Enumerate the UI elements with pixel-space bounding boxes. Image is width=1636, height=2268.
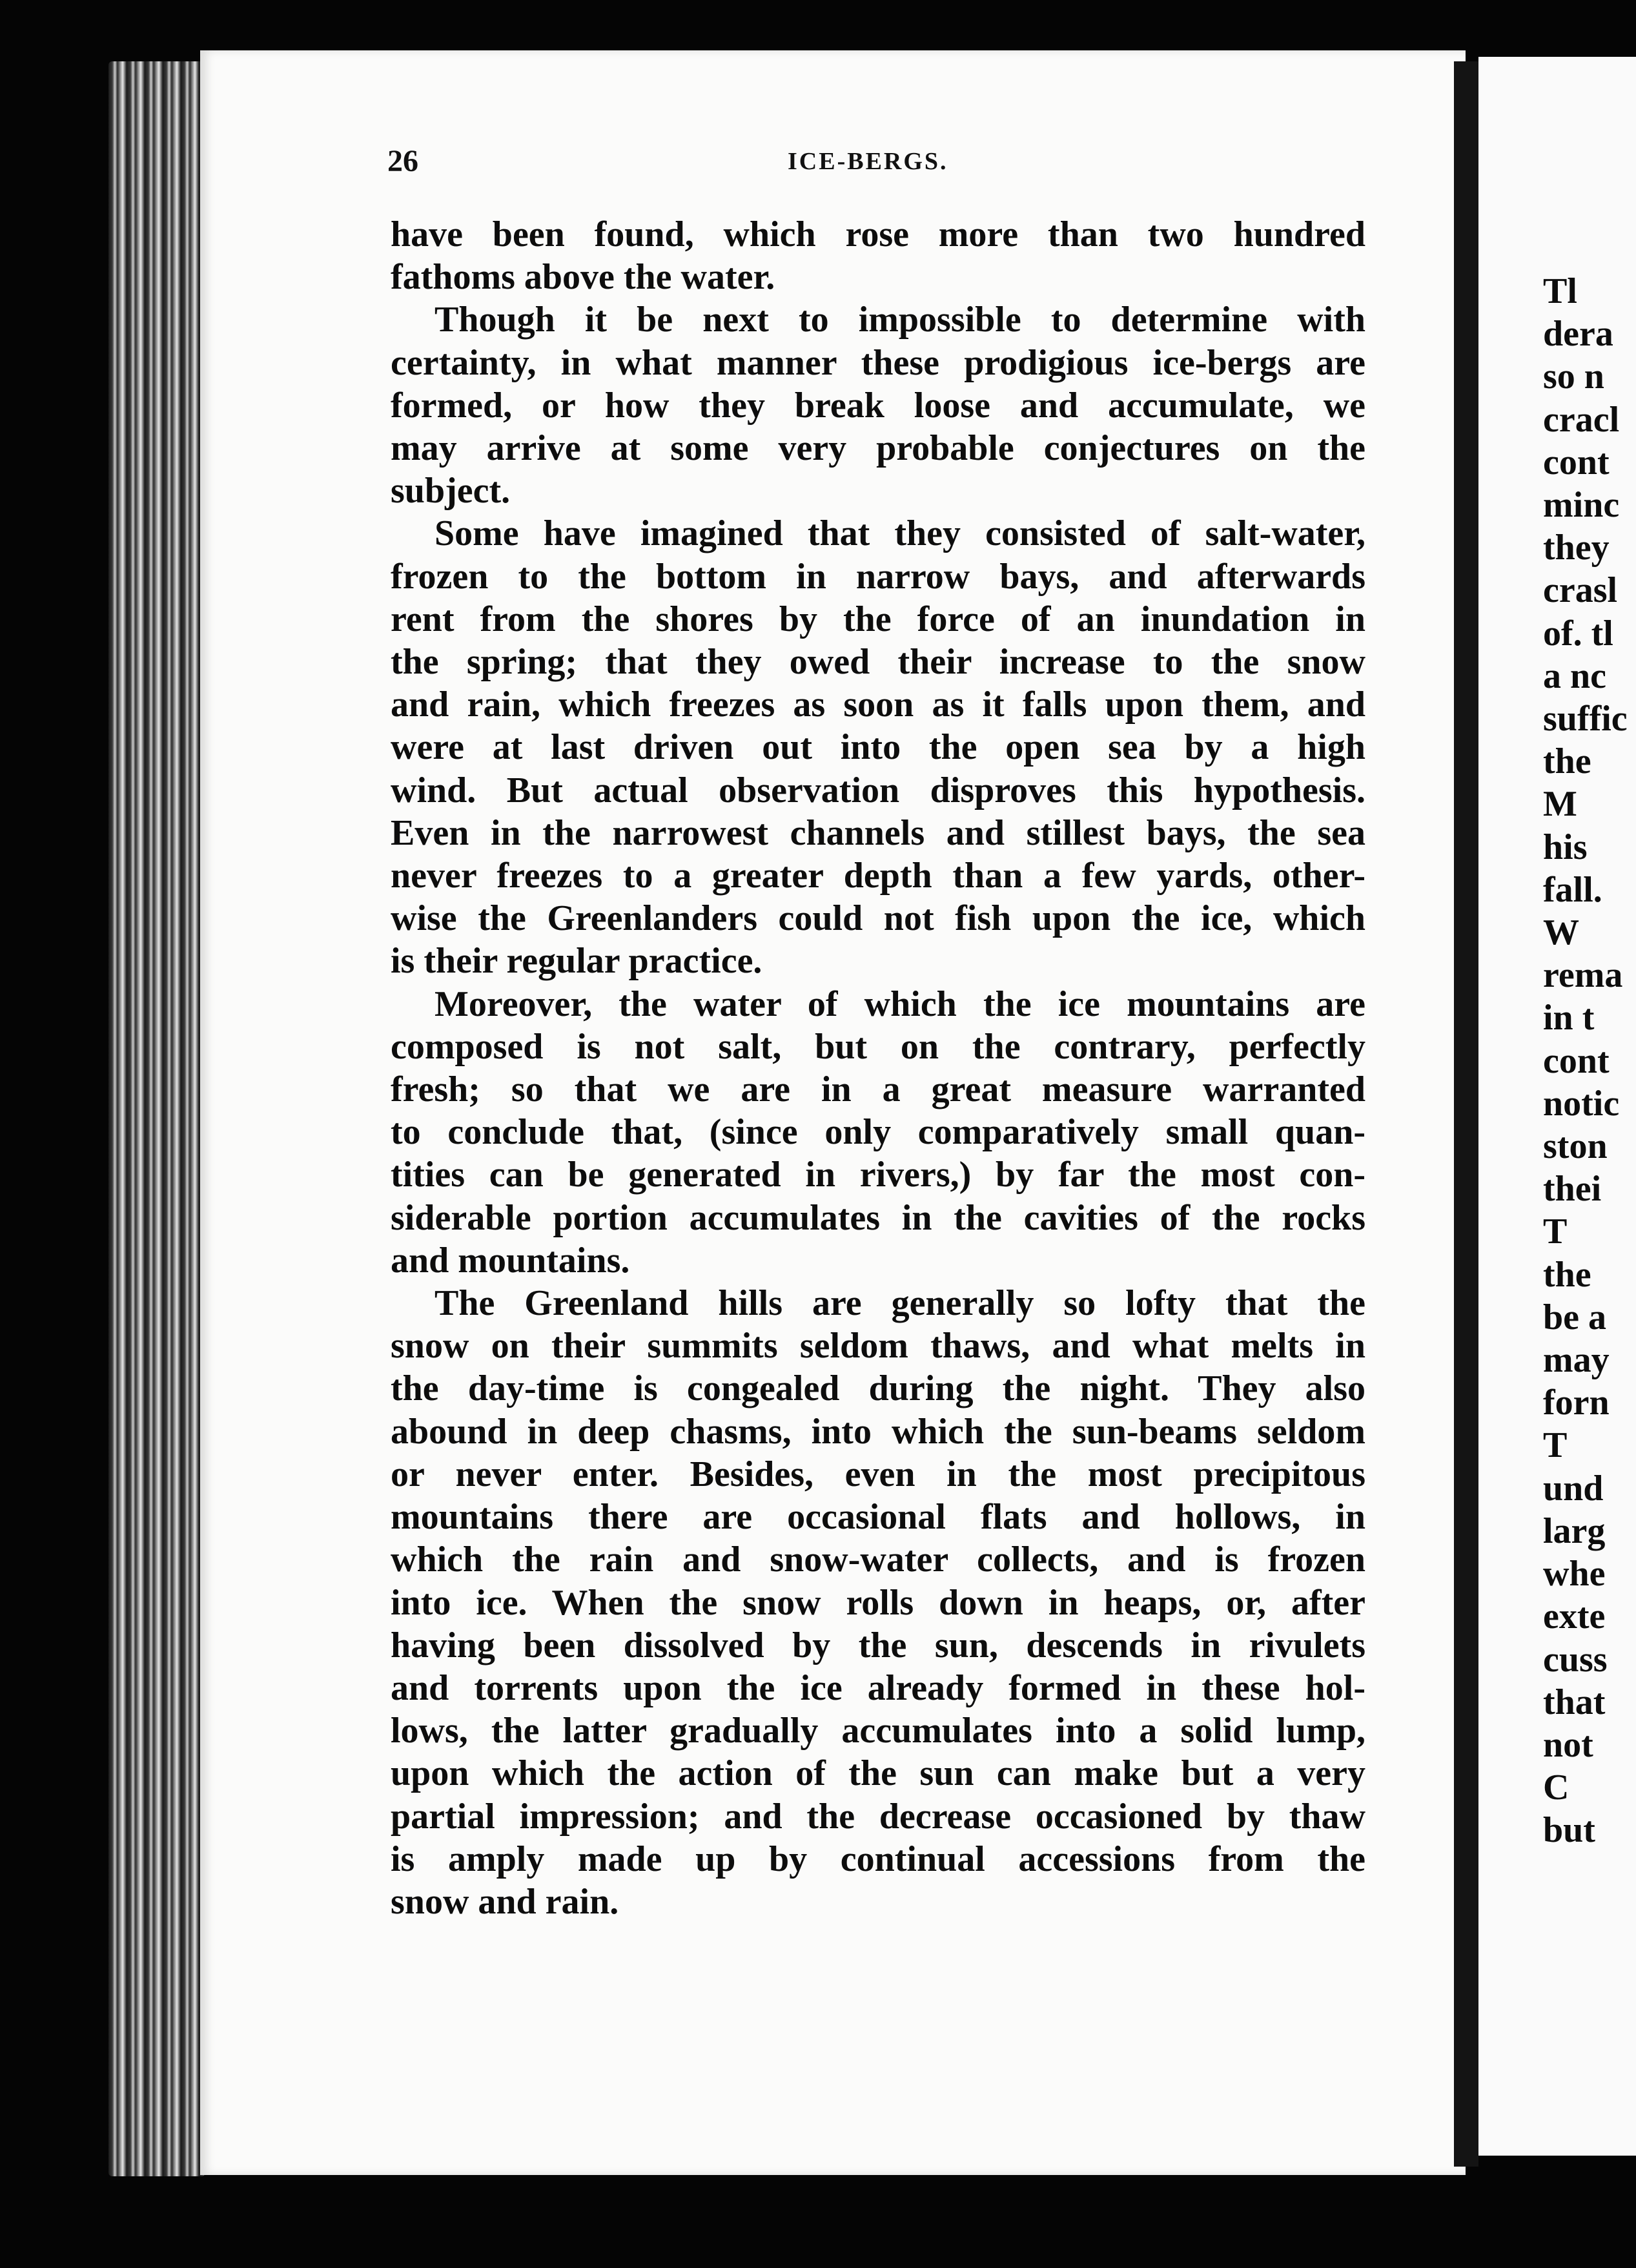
next-page-fragment: rema	[1543, 955, 1623, 996]
next-page-fragment: a nc	[1543, 655, 1606, 696]
text-line: wise the Greenlanders could not fish upon the ice, which	[391, 898, 1365, 939]
paragraph	[391, 213, 1365, 298]
next-page-fragment: but	[1543, 1810, 1595, 1851]
text-line: Though it be next to impossible to determine with	[435, 300, 1365, 340]
running-head: ICE-BERGS.	[788, 148, 948, 175]
next-page-fragment: notic	[1543, 1083, 1620, 1124]
next-page-fragment: they	[1543, 528, 1610, 568]
page-gutter	[1454, 61, 1478, 2167]
next-page-text	[1543, 270, 1628, 1852]
paragraph	[391, 983, 1365, 1282]
paragraph	[391, 298, 1365, 512]
text-line: certainty, in what manner these prodigious ice-bergs are	[391, 342, 1365, 383]
next-page-fragment: forn	[1543, 1383, 1610, 1423]
next-page-fragment: C	[1543, 1768, 1570, 1808]
next-page-fragment: cuss	[1543, 1639, 1608, 1680]
body-text	[391, 213, 1365, 1923]
next-page-fragment: thei	[1543, 1169, 1602, 1210]
text-line: which the rain and snow-water collects, and is frozen	[391, 1540, 1365, 1580]
page-header	[387, 137, 1369, 195]
next-page-fragment: fall.	[1543, 869, 1602, 910]
text-line: frozen to the bottom in narrow bays, and afterwards	[391, 556, 1365, 597]
page-number: 26	[387, 144, 418, 178]
text-line: fresh; so that we are in a great measure warranted	[391, 1069, 1365, 1110]
next-page-fragment: T	[1543, 1425, 1568, 1466]
text-line: Some have imagined that they consisted of salt-water,	[435, 513, 1365, 554]
next-page-fragment: M	[1543, 784, 1577, 825]
book-edge	[108, 61, 205, 2176]
next-page-edge	[1478, 57, 1636, 2156]
text-line: tities can be generated in rivers,) by far the most con-	[391, 1155, 1365, 1195]
next-page-fragment: of. tl	[1543, 613, 1613, 654]
text-line: the spring; that they owed their increase to the snow	[391, 642, 1365, 683]
next-page-fragment: that	[1543, 1682, 1606, 1722]
text-line: may arrive at some very probable conjectures on the	[391, 428, 1365, 469]
text-line: Even in the narrowest channels and stillest bays, the sea	[391, 812, 1365, 853]
text-line: into ice. When the snow rolls down in heaps, or, after	[391, 1582, 1365, 1623]
text-line: is their regular practice.	[391, 941, 762, 982]
text-line: formed, or how they break loose and accumulate, we	[391, 385, 1365, 426]
text-line: the day-time is congealed during the night. They also	[391, 1368, 1365, 1409]
text-line: have been found, which rose more than two hundred	[391, 214, 1365, 254]
next-page-fragment: cont	[1543, 1040, 1610, 1081]
next-page-fragment: the	[1543, 741, 1591, 782]
text-line: composed is not salt, but on the contrary, perfectly	[391, 1026, 1365, 1067]
next-page-fragment: be a	[1543, 1297, 1606, 1337]
text-line: and torrents upon the ice already formed in these hol-	[391, 1667, 1365, 1708]
next-page-fragment: exte	[1543, 1596, 1606, 1637]
next-page-fragment: W	[1543, 912, 1579, 953]
text-line: and rain, which freezes as soon as it falls upon them, and	[391, 685, 1365, 725]
next-page-fragment: whe	[1543, 1554, 1606, 1594]
next-page-fragment: larg	[1543, 1510, 1606, 1551]
paragraph	[391, 512, 1365, 982]
text-line: were at last driven out into the open sea by a high	[391, 727, 1365, 768]
next-page-fragment: the	[1543, 1254, 1591, 1295]
text-line: siderable portion accumulates in the cavities of the rocks	[391, 1197, 1365, 1238]
text-line: partial impression; and the decrease occasioned by thaw	[391, 1796, 1365, 1837]
text-line: lows, the latter gradually accumulates into a solid lump,	[391, 1711, 1365, 1751]
text-line: or never enter. Besides, even in the most precipitous	[391, 1454, 1365, 1494]
text-line: The Greenland hills are generally so lofty that the	[435, 1283, 1365, 1324]
text-line: snow and rain.	[391, 1881, 619, 1922]
text-line: abound in deep chasms, into which the sun-beams seldom	[391, 1411, 1365, 1452]
next-page-fragment: dera	[1543, 314, 1613, 355]
next-page-fragment: Tl	[1543, 271, 1577, 311]
text-line: mountains there are occasional flats and hollows, in	[391, 1497, 1365, 1538]
text-line: fathoms above the water.	[391, 257, 775, 298]
next-page-fragment: may	[1543, 1340, 1610, 1381]
next-page-fragment: und	[1543, 1468, 1604, 1509]
paragraph	[391, 1282, 1365, 1923]
next-page-fragment: ston	[1543, 1126, 1608, 1167]
next-page-fragment: in t	[1543, 998, 1595, 1038]
text-line: having been dissolved by the sun, descends in rivulets	[391, 1625, 1365, 1665]
next-page-fragment: cont	[1543, 442, 1610, 482]
next-page-fragment: his	[1543, 827, 1588, 867]
text-line: Moreover, the water of which the ice mountains are	[435, 984, 1365, 1024]
next-page-fragment: cracl	[1543, 399, 1620, 440]
text-line: to conclude that, (since only comparatively small quan-	[391, 1112, 1365, 1153]
next-page-fragment: suffic	[1543, 699, 1628, 739]
next-page-fragment: so n	[1543, 356, 1604, 397]
text-line: wind. But actual observation disproves this hypothesis.	[391, 770, 1365, 810]
text-line: and mountains.	[391, 1240, 630, 1281]
text-line: subject.	[391, 471, 511, 511]
text-line: rent from the shores by the force of an inundation in	[391, 599, 1365, 639]
next-page-fragment: T	[1543, 1211, 1568, 1252]
text-line: never freezes to a greater depth than a few yards, other-	[391, 856, 1365, 896]
next-page-fragment: crasl	[1543, 570, 1618, 611]
text-line: snow on their summits seldom thaws, and what melts in	[391, 1326, 1365, 1366]
text-line: is amply made up by continual accessions from the	[391, 1839, 1365, 1879]
next-page-fragment: not	[1543, 1724, 1593, 1765]
next-page-fragment: minc	[1543, 485, 1620, 526]
text-line: upon which the action of the sun can make but a very	[391, 1753, 1365, 1794]
